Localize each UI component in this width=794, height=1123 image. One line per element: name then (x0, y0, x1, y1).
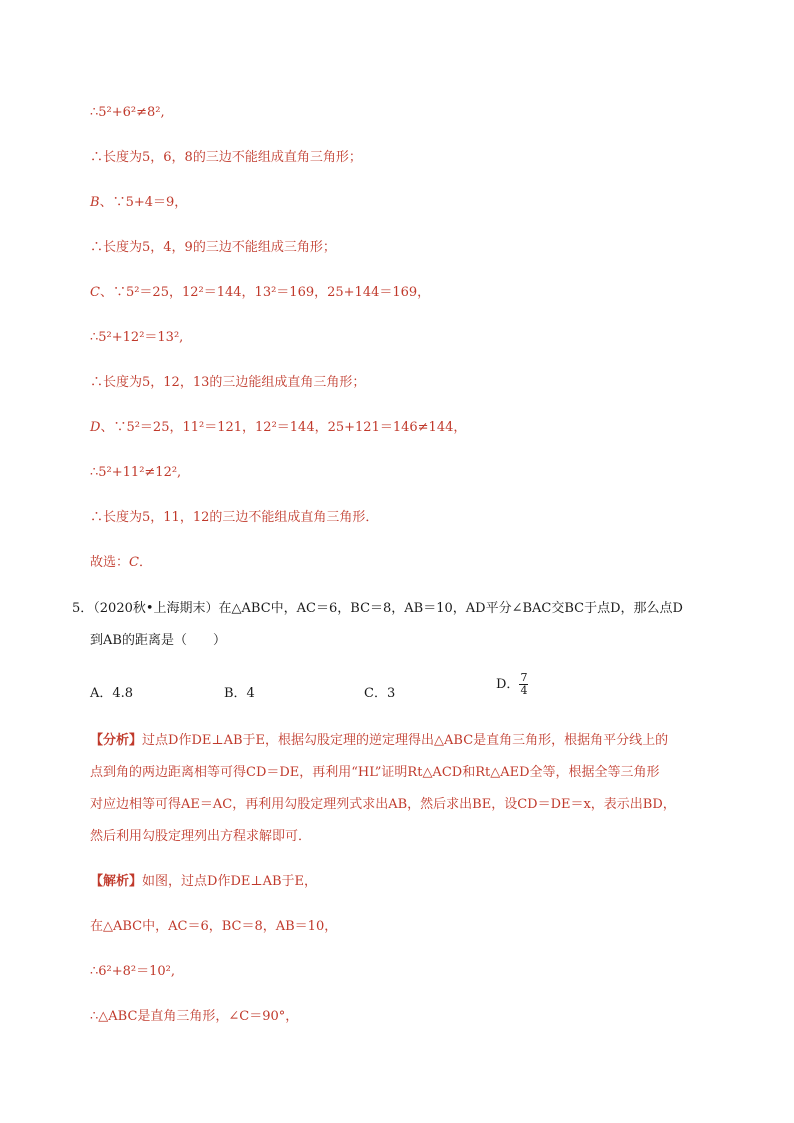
fraction (519, 672, 528, 697)
solution-line: ∴长度为5，12，13的三边能组成直角三角形； (90, 375, 366, 390)
answer-period: ． (138, 555, 152, 570)
solution-line: ∴5²+11²≠12², (90, 465, 182, 480)
solution-text: 、∵5+4＝9， (99, 195, 188, 210)
analysis-tag: 【分析】 (90, 733, 143, 748)
fraction-denominator: 4 (520, 684, 528, 697)
solution-tag: 【解析】 (90, 874, 143, 889)
analysis-line: 对应边相等可得AE＝AC，再利用勾股定理列式求出AB，然后求出BE，设CD＝DE＝x，表示出BD， (90, 797, 676, 812)
answer-label: 故选： (90, 555, 130, 570)
solution-line (90, 194, 187, 212)
question-source: （2020秋•上海期末） (93, 601, 219, 616)
option-b: B．4 (224, 686, 255, 701)
solution-line: ∴长度为5，4，9的三边不能组成三角形； (90, 240, 336, 255)
question-text: 在△ABC中，AC＝6，BC＝8，AB＝10，AD平分∠BAC交BC于点D，那么点D (218, 601, 683, 616)
analysis-line: 然后利用勾股定理列出方程求解即可． (90, 829, 312, 844)
analysis-line (90, 732, 668, 750)
solution-line: ∴5²+12²＝13², (90, 330, 184, 345)
solution-line: ∴6²+8²＝10², (90, 964, 176, 979)
option-letter: B (90, 195, 100, 210)
analysis-line: 点到角的两边距离相等可得CD＝DE，再利用“HL”证明Rt△ACD和Rt△AED全等，根据全等三角形 (90, 765, 660, 780)
option-letter: D (90, 420, 101, 435)
fraction-numerator: 7 (520, 671, 528, 684)
solution-line: ∴5²+6²≠8², (90, 105, 165, 120)
question-number: 5． (72, 601, 94, 616)
solution-line: ∴△ABC是直角三角形，∠C＝90°， (90, 1009, 299, 1024)
answer-line (90, 554, 152, 572)
solution-line: 在△ABC中，AC＝6，BC＝8，AB＝10， (90, 919, 338, 934)
question-line: 到AB的距离是（ ） (90, 633, 226, 648)
solution-line (90, 873, 317, 891)
solution-text: 如图，过点D作DE⊥AB于E， (142, 874, 318, 889)
question-line (72, 600, 683, 618)
solution-line: ∴长度为5，11，12的三边不能组成直角三角形． (90, 510, 379, 525)
option-letter: C (90, 285, 100, 300)
solution-line: ∴长度为5，6，8的三边不能组成直角三角形； (90, 150, 362, 165)
answer-value: C (129, 555, 139, 570)
option-d-label: D． (496, 677, 520, 692)
solution-text: 、∵5²＝25，11²＝121，12²＝144，25+121＝146≠144， (100, 420, 467, 435)
option-d (496, 672, 528, 697)
solution-line (90, 284, 430, 302)
analysis-text: 过点D作DE⊥AB于E，根据勾股定理的逆定理得出△ABC是直角三角形，根据角平分线上的 (142, 733, 669, 748)
solution-line (90, 419, 466, 437)
option-c: C．3 (364, 686, 396, 701)
solution-text: 、∵5²＝25，12²＝144，13²＝169，25+144＝169， (99, 285, 431, 300)
option-a: A．4.8 (90, 686, 134, 701)
